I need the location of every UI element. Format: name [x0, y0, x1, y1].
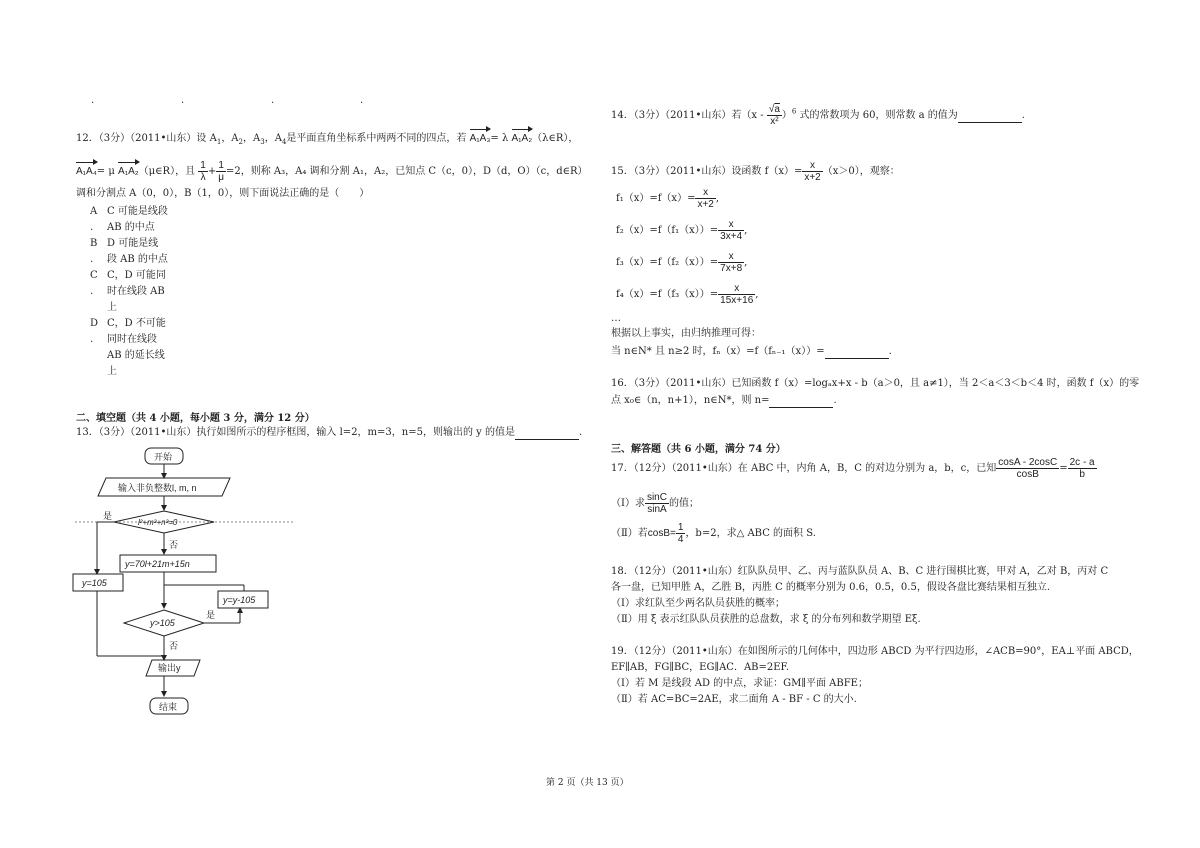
vector-a1a2: A₁A₂: [511, 133, 533, 144]
flow-calc-label: y=70l+21m+15n: [125, 559, 190, 569]
q12-option-text: 时在线段 AB: [107, 286, 165, 297]
fraction-1-mu: $\frac{1}{\mu}$: [218, 160, 224, 183]
q12-option-text: D 可能是线: [107, 238, 159, 249]
q15-f-line: f₃（x）=f（f₂（x））= $\frac{x}{7x+8}$ ,: [616, 251, 748, 274]
q12-option-text: 上: [107, 302, 117, 313]
q14-fraction: $\frac{√a}{\text{x²}}$: [768, 104, 780, 127]
flow-start-label: 开始: [154, 452, 173, 462]
fraction-1-lambda: $\frac{1}{\lambda}$: [200, 160, 206, 183]
sqrt-icon: √: [768, 104, 775, 115]
q15-fraction: $\frac{x}{x+2}$: [804, 160, 821, 183]
q12-options: [90, 204, 168, 380]
flowchart: [70, 440, 310, 720]
flow-input-label: 输入非负整数l, m, n: [118, 483, 197, 493]
q15-f-line: f₁（x）=f（x）= $\frac{x}{x+2}$ ,: [616, 187, 720, 210]
flow-no1-label: 否: [169, 540, 179, 550]
q12-option-row[interactable]: [90, 316, 168, 332]
q15-f-fraction: $\frac{x}{7x+8}$: [720, 251, 743, 274]
q12-option-text: C，D 可能同: [107, 270, 166, 281]
q12-option-row: [90, 220, 168, 236]
q17-fraction-left: $\frac{\cos A - 2\cos C}{\cos B}$: [998, 457, 1058, 480]
q12-option-row: [90, 284, 168, 300]
section-2-heading: 二、填空题（共 4 小题，每小题 3 分，满分 12 分）: [76, 413, 315, 424]
q14-answer-blank[interactable]: [958, 109, 1022, 123]
q12-option-letter: .: [90, 222, 94, 233]
q15-f-fraction: $\frac{x}{x+2}$: [697, 187, 714, 210]
top-dot-2: .: [181, 95, 185, 106]
page-number: 第 2 页（共 13 页）: [546, 778, 629, 788]
top-dot-4: .: [360, 95, 364, 106]
q12-option-row[interactable]: [90, 204, 168, 220]
flow-output-label: 输出y: [158, 663, 181, 673]
q12-option-text: C 可能是线段: [107, 206, 168, 217]
q12-option-letter: .: [90, 334, 94, 345]
flow-cond2-label: y>105: [150, 618, 175, 628]
q15-f-fraction: $\frac{x}{15x+16}$: [720, 283, 754, 306]
section-3-heading: 三、解答题（共 6 小题，满分 74 分）: [611, 444, 786, 455]
q18-line: 18．（12分）（2011•山东）红队队员甲、乙、丙与蓝队队员 A、B、C 进行围棋比赛，甲对 A，乙对 B，丙对 C: [611, 566, 1109, 577]
q12-option-row: [90, 364, 168, 380]
q12-line1: 12．（3分）（2011•山东）设 $A_1$，$A_2$，$A_3$，$A_4$是平面直角坐标系中两两不同的四点，若 A₁A₃= λ A₁A₂（λ∈R），: [76, 133, 579, 146]
q12-option-text: 同时在线段: [107, 334, 157, 345]
q15-function-lines: [616, 187, 758, 315]
q16-answer-blank[interactable]: [769, 394, 833, 408]
q12-option-row: [90, 348, 168, 364]
q15-text: 15．（3分）（2011•山东）设函数 f（x）= $\frac{x}{x+2}$ （x＞0），观察：: [611, 160, 900, 183]
q14-text: 14．（3分）（2011•山东）若（x - $\frac{√a}{\text{x²}}$ ）$^6$ 式的常数项为 60，则常数 a 的值为 .: [611, 104, 1025, 127]
q12-option-row[interactable]: [90, 236, 168, 252]
q18-line: （Ⅰ）求红队至少两名队员获胜的概率；: [611, 598, 785, 609]
q19-line: （Ⅰ）若 M 是线段 AD 的中点，求证：GM∥平面 ABFE；: [611, 678, 868, 689]
q12-option-letter: D: [90, 318, 99, 329]
q16-line2: 点 x₀∈（n，n+1），n∈N*，则 n= .: [611, 395, 837, 406]
vector-a1a2-second: A₁A₂: [118, 166, 139, 177]
q12-option-letter: .: [90, 286, 94, 297]
q15-induction: 根据以上事实，由归纳推理可得：: [611, 328, 761, 339]
q12-option-letter: A: [90, 206, 98, 217]
flow-yes1-label: 是: [103, 511, 113, 521]
q12-option-text: AB 的延长线: [107, 350, 165, 361]
q12-option-text: AB 的中点: [107, 222, 155, 233]
q12-option-row[interactable]: [90, 268, 168, 284]
q15-result: 当 n∈N* 且 n≥2 时，fₙ（x）=f（fₙ₋₁（x））= .: [611, 346, 892, 357]
flow-cond1-label: l²+m²+n²=0: [138, 518, 178, 527]
flow-y105-label: y=105: [82, 578, 107, 588]
q15-f-line: f₄（x）=f（f₃（x））= $\frac{x}{15x+16}$ ,: [616, 283, 759, 306]
top-dot-3: .: [271, 95, 275, 106]
q13-answer-blank[interactable]: [515, 426, 579, 440]
q16-line1: 16．（3分）（2011•山东）已知函数 f（x）=logₐx+x - b（a＞0，且 a≠1），当 2＜a＜3＜b＜4 时，函数 f（x）的零: [611, 378, 1140, 389]
q17-fraction-right: $\frac{2c - a}{b}$: [1069, 457, 1095, 480]
q17-text: 17．（12分）（2011•山东）在 ABC 中，内角 A，B，C 的对边分别为 a，b，c，已知 $\frac{\cos A - 2\cos C}{\cos B}$ = $\frac{2c - a}{b}$: [611, 457, 1095, 480]
q19-line: EF∥AB，FG∥BC，EG∥AC．AB=2EF.: [611, 662, 790, 673]
q17-part2: （Ⅱ）若cosB= $\frac{1}{4}$ ，b=2，求△ ABC 的面积 S.: [611, 522, 816, 545]
q12-option-text: 上: [107, 366, 117, 377]
top-dot-1: .: [91, 95, 95, 106]
q19-line: （Ⅱ）若 AC=BC=2AE，求二面角 A - BF - C 的大小.: [611, 694, 857, 705]
flow-end-label: 结束: [159, 702, 178, 712]
q19-line: 19．（12分）（2011•山东）在如图所示的几何体中，四边形 ABCD 为平行四边形，∠ACB=90°，EA⊥平面 ABCD，: [611, 646, 1139, 657]
q12-option-letter: B: [90, 238, 98, 249]
flow-yes2-label: 是: [206, 610, 216, 620]
q12-line2: A₁A₄= μ A₁A₂（μ∈R），且 $\frac{1}{\lambda}$ + $\frac{1}{\mu}$ =2，则称 A₃，A₄ 调和分割 A₁，A₂，已知点 C（c，0），D（d，O）（c，d∈R）: [76, 160, 588, 183]
q12-option-letter: .: [90, 254, 94, 265]
q18-line: 各一盘，已知甲胜 A，乙胜 B，丙胜 C 的概率分别为 0.6，0.5，0.5，假设各盘比赛结果相互独立.: [611, 582, 1051, 593]
q12-option-text: 段 AB 的中点: [107, 254, 168, 265]
q15-f-line: f₂（x）=f（f₁（x））= $\frac{x}{3x+4}$ ,: [616, 219, 748, 242]
vector-a1a3: A₁A₃: [469, 133, 491, 144]
q17-quarter-fraction: $\frac{1}{4}$: [677, 522, 684, 545]
q12-option-letter: C: [90, 270, 98, 281]
q17-sin-fraction: $\frac{\sin C}{\sin A}$: [646, 492, 667, 515]
q18-block: [611, 565, 1108, 629]
q17-part1: （Ⅰ）求 $\frac{\sin C}{\sin A}$ 的值；: [611, 492, 699, 515]
q12-line3: 调和分割点 A（0，0），B（1，0），则下面说法正确的是（ ）: [76, 188, 370, 199]
q13-text: 13．（3分）（2011•山东）执行如图所示的程序框图，输入 l=2，m=3，n=5，则输出的 y 的值是 .: [76, 427, 583, 438]
q12-option-row: [90, 332, 168, 348]
q18-line: （Ⅱ）用 ξ 表示红队队员获胜的总盘数，求 ξ 的分布列和数学期望 Eξ.: [611, 614, 921, 625]
flow-ysub-label: y=y-105: [223, 595, 256, 605]
q15-ellipsis: …: [611, 313, 621, 324]
q15-f-fraction: $\frac{x}{3x+4}$: [720, 219, 743, 242]
q19-block: [611, 645, 1139, 709]
flow-no2-label: 否: [169, 641, 179, 651]
vector-a1a4: A₁A₄: [76, 166, 97, 177]
q12-option-row: [90, 252, 168, 268]
q12-option-row: [90, 300, 168, 316]
q12-option-text: C，D 不可能: [107, 318, 166, 329]
q15-answer-blank[interactable]: [825, 345, 889, 359]
